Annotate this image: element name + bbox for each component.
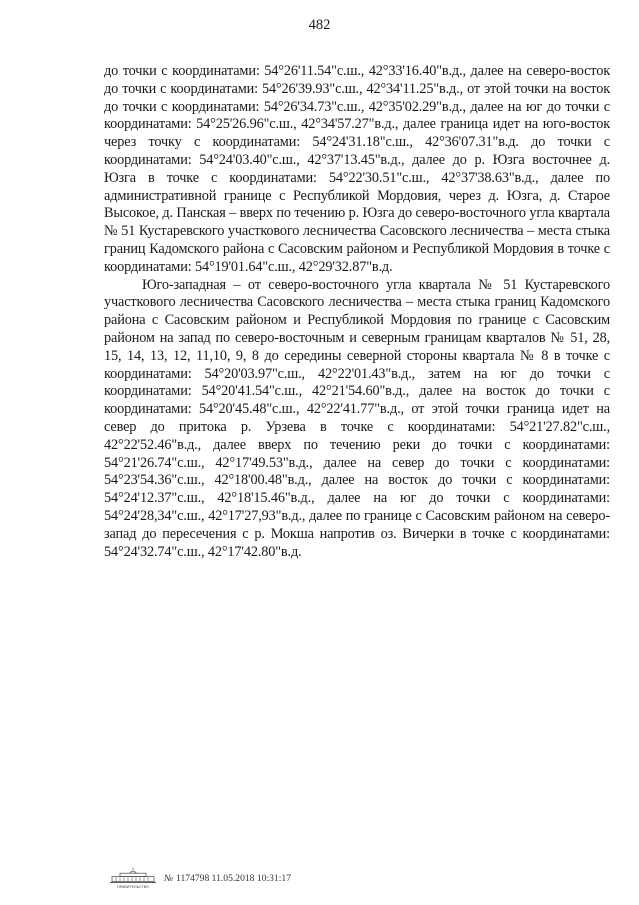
registration-number-mark: № (164, 872, 174, 884)
page-number: 482 (308, 17, 331, 33)
svg-text:ПРАВИТЕЛЬСТВО: ПРАВИТЕЛЬСТВО (116, 884, 150, 889)
government-seal-logo (108, 867, 158, 889)
paragraph-south-west-boundary: Юго-западная – от северо-восточного угла квартала № 51 Кустаревского участкового лесничества Сасовского лесничества – места стыка границ Кадомского района с Сасовским районом и Республикой Мордовия по границе с Сасовским районом на запад по северо-восточным и северным границам кварталов № 51, 28, 15, 14, 13, 12, 11,10, 9, 8 до середины северной стороны квартала № 8 в точке с координатами: 54°20'03.97"с.ш., 42°22'01.43"в.д., затем на юг до точки с координатами: 54°20'41.54"с.ш., 42°21'54.60"в.д., далее на восток до точки с координатами: 54°20'45.48"с.ш., 42°22'41.77"в.д., от этой точки граница идет на север до притока р. Урзева в точке с координатами: 54°21'27.82"с.ш., 42°22'52.46"в.д., далее вверх по течению реки до точки с координатами: 54°21'26.74"с.ш., 42°17'49.53"в.д., далее на север до точки с координатами: 54°23'54.36"с.ш., 42°18'00.48"в.д., далее на восток до точки с координатами: 54°24'12.37"с.ш., 42°18'15.46"в.д., далее на юг до точки с координатами: 54°24'28,34"с.ш., 42°17'27,93"в.д., далее по границе с Сасовским районом на северо-запад до пересечения с р. Мокша напротив оз. Вичерки в точке с координатами: 54°24'32.74"с.ш., 42°17'42.80"в.д. (104, 276, 610, 560)
registration-footer (108, 866, 291, 890)
registration-info: 1174798 11.05.2018 10:31:17 (176, 872, 291, 884)
paragraph-continuation: до точки с координатами: 54°26'11.54"с.ш., 42°33'16.40"в.д., далее на северо-восток до точки с координатами: 54°26'39.93"с.ш., 42°34'11.25"в.д., от этой точки на восток до точки с координатами: 54°26'34.73"с.ш., 42°35'02.29"в.д., далее на юг до точки с координатами: 54°25'26.96"с.ш., 42°34'57.27"в.д., далее граница идет на юго-восток через точку с координатами: 54°24'31.18"с.ш., 42°36'07.31"в.д. до точки с координатами: 54°24'03.40"с.ш., 42°37'13.45"в.д., далее до р. Юзга восточнее д. Юзга в точке с координатами: 54°22'30.51"с.ш., 42°37'38.63"в.д., далее по административной границе с Республикой Мордовия, через д. Юзга, д. Старое Высокое, д. Панская – вверх по течению р. Юзга до северо-восточного угла квартала № 51 Кустаревского участкового лесничества Сасовского лесничества – места стыка границ Кадомского района с Сасовским районом и Республикой Мордовия в точке с координатами: 54°19'01.64"с.ш., 42°29'32.87"в.д. (104, 63, 610, 275)
document-body (104, 63, 610, 561)
